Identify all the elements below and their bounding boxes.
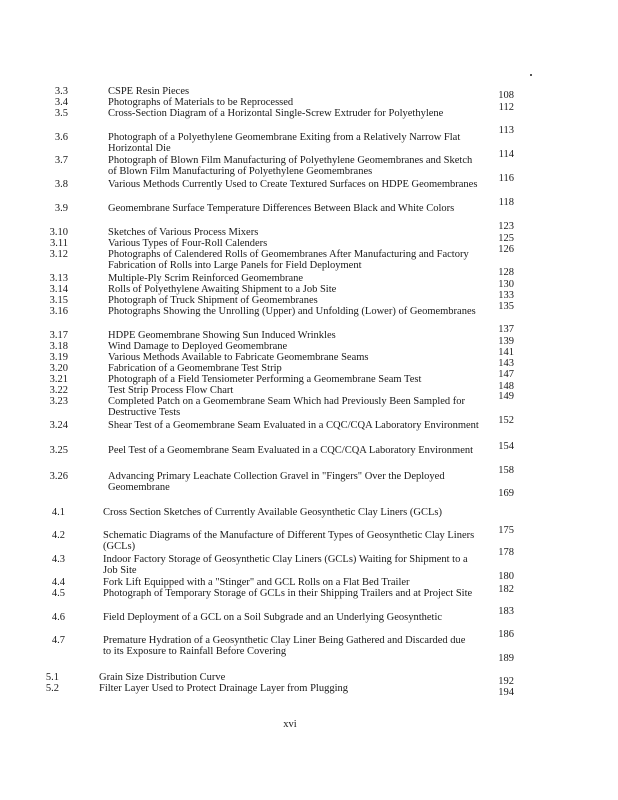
figure-title: Completed Patch on a Geomembrane Seam Which had Previously Been Sampled for Destructive Tests [108, 396, 466, 418]
figure-title: Shear Test of a Geomembrane Seam Evaluated in a CQC/CQA Laboratory Environment [108, 420, 479, 431]
figure-title: Grain Size Distribution Curve [99, 672, 226, 683]
figure-number: 3.24 [49, 420, 68, 431]
figure-number: 3.18 [49, 341, 68, 352]
figure-number: 3.19 [49, 352, 68, 363]
figure-number: 4.6 [51, 612, 65, 623]
figure-page: 147 [498, 369, 514, 380]
figure-number: 3.23 [49, 396, 68, 407]
figure-page: 141 [498, 347, 514, 358]
figure-title: Geomembrane Surface Temperature Differences Between Black and White Colors [108, 203, 455, 214]
figure-number: 3.4 [54, 97, 68, 108]
figure-page: 139 [498, 336, 514, 347]
figure-title: Photographs of Materials to be Reprocessed [108, 97, 294, 108]
figure-title: Cross-Section Diagram of a Horizontal Single-Screw Extruder for Polyethylene [108, 108, 444, 119]
figure-page: 118 [498, 197, 514, 208]
figure-number: 3.12 [49, 249, 68, 260]
figure-title: Photograph of a Field Tensiometer Performing a Geomembrane Seam Test [108, 374, 422, 385]
figure-title: Various Methods Available to Fabricate Geomembrane Seams [108, 352, 369, 363]
figure-page: 116 [498, 173, 514, 184]
figure-title: Peel Test of a Geomembrane Seam Evaluated in a CQC/CQA Laboratory Environment [108, 445, 474, 456]
scan-speck [530, 74, 532, 76]
figure-title: CSPE Resin Pieces [108, 86, 190, 97]
figure-page: 158 [498, 465, 514, 476]
figure-title: Test Strip Process Flow Chart [108, 385, 234, 396]
figure-title: Cross Section Sketches of Currently Available Geosynthetic Clay Liners (GCLs) [103, 507, 442, 518]
figure-page: 192 [498, 676, 514, 687]
figure-number: 4.7 [51, 635, 65, 646]
figure-number: 3.3 [54, 86, 68, 97]
figure-page: 194 [498, 687, 514, 698]
figure-number: 3.20 [49, 363, 68, 374]
figure-number: 3.10 [49, 227, 68, 238]
figure-page: 143 [498, 358, 514, 369]
figure-title: Various Methods Currently Used to Create Textured Surfaces on HDPE Geomembranes [108, 179, 478, 190]
page-number: xvi [283, 719, 297, 730]
figure-number: 3.25 [49, 445, 68, 456]
figure-title: Multiple-Ply Scrim Reinforced Geomembrane [108, 273, 304, 284]
figure-title: Photograph of Temporary Storage of GCLs in their Shipping Trailers and at Project Site [103, 588, 473, 599]
figure-number: 4.5 [51, 588, 65, 599]
figure-title: Photographs of Calendered Rolls of Geomembranes After Manufacturing and Factory Fabrication of Rolls into Large Panels for Field Deployment [108, 249, 469, 271]
figure-page: 152 [498, 415, 514, 426]
figure-number: 3.16 [49, 306, 68, 317]
figure-title: Fabrication of a Geomembrane Test Strip [108, 363, 282, 374]
figure-number: 4.2 [51, 530, 65, 541]
figure-page: 114 [498, 149, 514, 160]
figure-title: Sketches of Various Process Mixers [108, 227, 259, 238]
figure-page: 113 [498, 125, 514, 136]
figure-number: 3.8 [54, 179, 68, 190]
figure-title: Indoor Factory Storage of Geosynthetic Clay Liners (GCLs) Waiting for Shipment to a Job Site [103, 554, 468, 576]
figure-page: 148 [498, 381, 514, 392]
figure-number: 4.3 [51, 554, 65, 565]
figure-number: 4.4 [51, 577, 65, 588]
figure-page: 175 [498, 525, 514, 536]
figure-number: 5.1 [45, 672, 59, 683]
figure-number: 4.1 [51, 507, 65, 518]
figure-title: Photograph of Blown Film Manufacturing of Polyethylene Geomembranes and Sketch of Blown Film Manufacturing of Polyethylene Geomembranes [108, 155, 473, 177]
figure-number: 5.2 [45, 683, 59, 694]
figure-page: 128 [498, 267, 514, 278]
figure-title: Filter Layer Used to Protect Drainage Layer from Plugging [99, 683, 349, 694]
figure-title: Photograph of Truck Shipment of Geomembranes [108, 295, 318, 306]
figure-title: Photograph of a Polyethylene Geomembrane Exiting from a Relatively Narrow Flat Horizontal Die [108, 132, 461, 154]
figure-page: 112 [498, 102, 514, 113]
figure-title: HDPE Geomembrane Showing Sun Induced Wrinkles [108, 330, 336, 341]
figure-number: 3.6 [54, 132, 68, 143]
figure-page: 169 [498, 488, 514, 499]
figure-page: 189 [498, 653, 514, 664]
figure-page: 186 [498, 629, 514, 640]
figure-title: Advancing Primary Leachate Collection Gravel in "Fingers" Over the Deployed Geomembrane [108, 471, 445, 493]
figure-number: 3.5 [54, 108, 68, 119]
figure-page: 182 [498, 584, 514, 595]
figure-page: 130 [498, 279, 514, 290]
figure-title: Wind Damage to Deployed Geomembrane [108, 341, 288, 352]
figure-title: Schematic Diagrams of the Manufacture of Different Types of Geosynthetic Clay Liners (GCLs) [103, 530, 475, 552]
figure-number: 3.17 [49, 330, 68, 341]
figure-number: 3.13 [49, 273, 68, 284]
figure-page: 180 [498, 571, 514, 582]
figure-title: Fork Lift Equipped with a "Stinger" and GCL Rolls on a Flat Bed Trailer [103, 577, 410, 588]
figure-page: 183 [498, 606, 514, 617]
figure-number: 3.15 [49, 295, 68, 306]
figure-number: 3.9 [54, 203, 68, 214]
figure-page: 135 [498, 301, 514, 312]
figure-number: 3.11 [50, 238, 68, 249]
figure-title: Rolls of Polyethylene Awaiting Shipment to a Job Site [108, 284, 337, 295]
figure-page: 149 [498, 391, 514, 402]
figure-page: 108 [498, 90, 514, 101]
figure-title: Premature Hydration of a Geosynthetic Clay Liner Being Gathered and Discarded due to its Exposure to Rainfall Before Covering [103, 635, 466, 657]
figure-number: 3.7 [54, 155, 68, 166]
figure-title: Field Deployment of a GCL on a Soil Subgrade and an Underlying Geosynthetic [103, 612, 443, 623]
figure-page: 125 [498, 233, 514, 244]
figure-page: 123 [498, 221, 514, 232]
figure-page: 133 [498, 290, 514, 301]
figure-number: 3.22 [49, 385, 68, 396]
figure-page: 126 [498, 244, 514, 255]
figure-number: 3.14 [49, 284, 68, 295]
figure-page: 137 [498, 324, 514, 335]
figure-title: Various Types of Four-Roll Calenders [108, 238, 268, 249]
figure-number: 3.26 [49, 471, 68, 482]
figure-page: 154 [498, 441, 514, 452]
figure-page: 178 [498, 547, 514, 558]
figure-title: Photographs Showing the Unrolling (Upper) and Unfolding (Lower) of Geomembranes [108, 306, 476, 317]
figure-number: 3.21 [49, 374, 68, 385]
